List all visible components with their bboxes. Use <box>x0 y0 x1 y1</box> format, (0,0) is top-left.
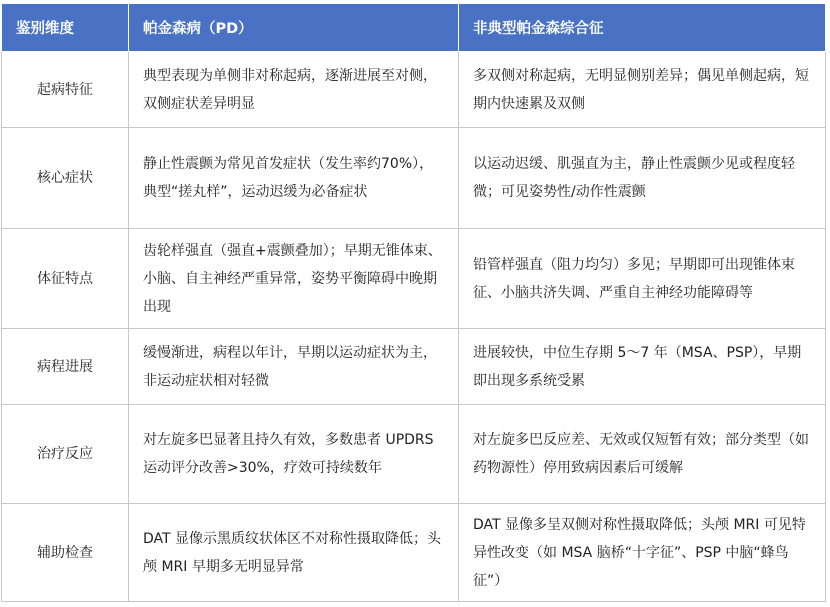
table-row <box>2 405 826 504</box>
dimension-cell: 体征特点 <box>2 229 129 329</box>
pd-cell: 静止性震颤为常见首发症状（发生率约70%），典型“搓丸样”，运动迟缓为必备症状 <box>129 128 459 229</box>
pd-cell: 对左旋多巴显著且持久有效，多数患者 UPDRS 运动评分改善>30%，疗效可持续数年 <box>129 405 459 504</box>
dimension-cell: 起病特征 <box>2 52 129 128</box>
dimension-cell: 辅助检查 <box>2 504 129 602</box>
comparison-table <box>1 3 826 602</box>
atypical-cell: 进展较快，中位生存期 5～7 年（MSA、PSP），早期即出现多系统受累 <box>459 329 826 405</box>
header-dimension: 鉴别维度 <box>2 4 129 52</box>
header-row <box>2 4 826 52</box>
header-pd: 帕金森病（PD） <box>129 4 459 52</box>
dimension-cell: 核心症状 <box>2 128 129 229</box>
pd-cell: 典型表现为单侧非对称起病，逐渐进展至对侧，双侧症状差异明显 <box>129 52 459 128</box>
dimension-cell: 病程进展 <box>2 329 129 405</box>
atypical-cell: 铅管样强直（阻力均匀）多见；早期即可出现锥体束征、小脑共济失调、严重自主神经功能障碍等 <box>459 229 826 329</box>
atypical-cell: DAT 显像多呈双侧对称性摄取降低；头颅 MRI 可见特异性改变（如 MSA 脑桥“十字征”、PSP 中脑“蜂鸟征”） <box>459 504 826 602</box>
dimension-cell: 治疗反应 <box>2 405 129 504</box>
table-row <box>2 128 826 229</box>
atypical-cell: 以运动迟缓、肌强直为主，静止性震颤少见或程度轻微；可见姿势性/动作性震颤 <box>459 128 826 229</box>
table-row <box>2 52 826 128</box>
table-row <box>2 504 826 602</box>
table-row <box>2 329 826 405</box>
atypical-cell: 多双侧对称起病，无明显侧别差异；偶见单侧起病，短期内快速累及双侧 <box>459 52 826 128</box>
atypical-cell: 对左旋多巴反应差、无效或仅短暂有效；部分类型（如药物源性）停用致病因素后可缓解 <box>459 405 826 504</box>
pd-cell: 齿轮样强直（强直+震颤叠加）；早期无锥体束、小脑、自主神经严重异常，姿势平衡障碍中晚期出现 <box>129 229 459 329</box>
header-atypical: 非典型帕金森综合征 <box>459 4 826 52</box>
pd-cell: DAT 显像示黑质纹状体区不对称性摄取降低；头颅 MRI 早期多无明显异常 <box>129 504 459 602</box>
table-row <box>2 229 826 329</box>
pd-cell: 缓慢渐进，病程以年计，早期以运动症状为主，非运动症状相对轻微 <box>129 329 459 405</box>
